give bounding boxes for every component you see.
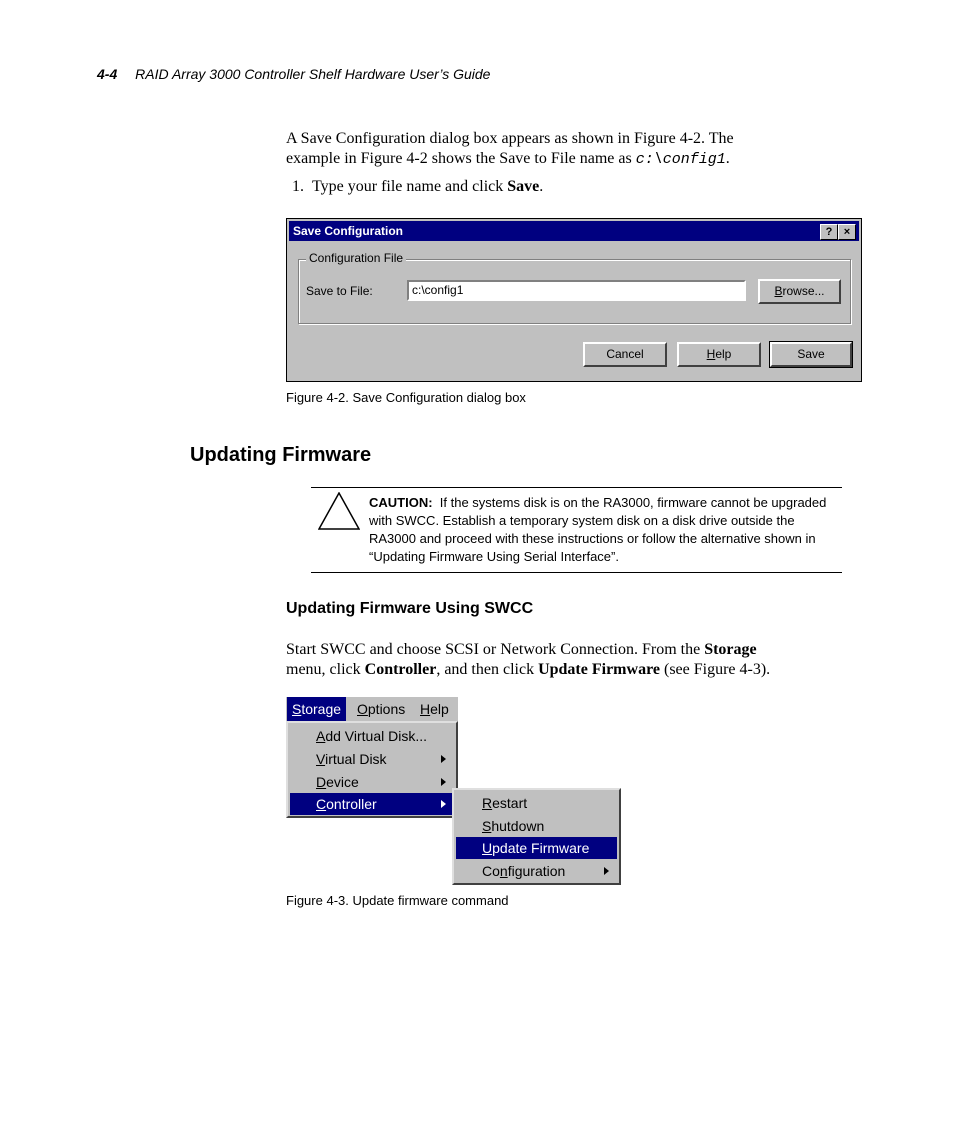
group-label: Configuration File xyxy=(306,251,406,265)
intro-line-1: A Save Configuration dialog box appears as shown in Figure 4-2. The xyxy=(286,130,734,147)
restart-accel: R xyxy=(482,795,493,811)
para-line-1 xyxy=(286,640,770,660)
controller-accel: C xyxy=(316,796,327,812)
help-icon[interactable]: ? xyxy=(820,224,838,240)
configuration-prefix: Co xyxy=(482,863,500,879)
caution-text xyxy=(369,494,839,566)
figure-4-2-caption: Figure 4-2. Save Configuration dialog box xyxy=(286,390,526,405)
save-configuration-dialog xyxy=(286,218,862,382)
dialog-title: Save Configuration xyxy=(293,224,404,238)
step-bold: Save xyxy=(507,178,540,195)
virtual-disk-accel: V xyxy=(316,751,326,767)
menu-storage-label: torage xyxy=(301,701,342,717)
storage-menu xyxy=(286,721,458,818)
step-text: Type your file name and click xyxy=(312,178,508,195)
device-accel: D xyxy=(316,774,327,790)
para-line-2 xyxy=(286,660,770,680)
add-virtual-disk-accel: A xyxy=(316,728,326,744)
configuration-accel: n xyxy=(499,863,508,879)
caution-label: CAUTION: xyxy=(369,495,433,510)
step-end: . xyxy=(539,178,544,195)
submenu-arrow-icon xyxy=(441,778,446,786)
menu-item-virtual-disk[interactable] xyxy=(290,748,454,770)
menu-item-controller[interactable] xyxy=(290,793,454,815)
step-number: 1. xyxy=(292,178,304,195)
para-bold-storage: Storage xyxy=(704,641,757,658)
menu-storage-accel: S xyxy=(292,701,302,717)
intro-line-2 xyxy=(286,149,734,170)
menu-options-label: ptions xyxy=(367,701,406,717)
config-filename: c:\config1 xyxy=(635,151,726,168)
submenu-arrow-icon xyxy=(441,800,446,808)
dialog-title-bar xyxy=(289,221,859,241)
para-text-2e: (see Figure 4-3). xyxy=(659,661,771,678)
menu-help[interactable] xyxy=(415,697,454,721)
figure-4-3-caption: Figure 4-3. Update firmware command xyxy=(286,893,509,908)
intro-line-2-end: . xyxy=(725,150,730,167)
controller-label: ontroller xyxy=(326,796,377,812)
save-to-file-input[interactable]: c:\config1 xyxy=(407,280,746,301)
menu-bar xyxy=(286,697,458,721)
submenu-arrow-icon xyxy=(604,867,609,875)
caution-top-rule xyxy=(311,487,842,488)
restart-label: estart xyxy=(492,795,528,811)
subsection-title: Updating Firmware Using SWCC xyxy=(286,600,534,617)
menu-item-device[interactable] xyxy=(290,771,454,793)
browse-label: rowse... xyxy=(782,284,825,298)
menu-item-add-virtual-disk[interactable] xyxy=(290,725,454,747)
update-firmware-accel: U xyxy=(482,840,493,856)
browse-button[interactable] xyxy=(758,279,841,304)
add-virtual-disk-label: dd Virtual Disk... xyxy=(325,728,428,744)
intro-paragraph xyxy=(286,129,734,170)
step-1 xyxy=(292,177,543,197)
menu-item-restart[interactable] xyxy=(456,792,617,814)
close-icon[interactable]: × xyxy=(838,224,856,240)
shutdown-label: hutdown xyxy=(491,818,545,834)
para-bold-update-firmware: Update Firmware xyxy=(538,661,660,678)
caution-body: If the systems disk is on the RA3000, firmware cannot be upgraded with SWCC. Establish a temporary system disk on a disk drive outside the RA3000 and proceed with these instructions or follow the alternative shown in “Updating Firmware Using Serial Interface”. xyxy=(369,495,827,564)
virtual-disk-label: irtual Disk xyxy=(325,751,387,767)
help-button[interactable] xyxy=(677,342,761,367)
page-number: 4-4 xyxy=(97,66,118,82)
device-label: evice xyxy=(326,774,359,790)
help-accel: H xyxy=(706,347,716,361)
menu-options-accel: O xyxy=(357,701,368,717)
browse-accel: B xyxy=(774,284,783,298)
caution-triangle-icon xyxy=(318,492,360,530)
controller-submenu xyxy=(452,788,621,885)
intro-line-2-text: example in Figure 4-2 shows the Save to File name as xyxy=(286,150,636,167)
shutdown-accel: S xyxy=(482,818,492,834)
help-label: elp xyxy=(715,347,732,361)
menu-item-configuration[interactable] xyxy=(456,860,617,882)
menu-options[interactable] xyxy=(352,697,410,721)
save-button[interactable]: Save xyxy=(770,342,852,367)
menu-item-update-firmware[interactable] xyxy=(456,837,617,859)
menu-item-shutdown[interactable] xyxy=(456,815,617,837)
update-firmware-label: pdate Firmware xyxy=(492,840,590,856)
submenu-arrow-icon xyxy=(441,755,446,763)
menu-storage[interactable] xyxy=(287,697,346,721)
save-to-file-label: Save to File: xyxy=(306,284,373,298)
menu-help-label: elp xyxy=(430,701,449,717)
para-text-1: Start SWCC and choose SCSI or Network Connection. From the xyxy=(286,641,705,658)
running-header xyxy=(97,66,490,82)
para-text-2a: menu, click xyxy=(286,661,365,678)
configuration-label: figuration xyxy=(507,863,566,879)
cancel-button[interactable]: Cancel xyxy=(583,342,667,367)
menu-help-accel: H xyxy=(420,701,431,717)
para-bold-controller: Controller xyxy=(364,661,437,678)
swcc-paragraph xyxy=(286,640,770,680)
caution-bottom-rule xyxy=(311,572,842,573)
section-title: Updating Firmware xyxy=(190,444,372,466)
para-text-2c: , and then click xyxy=(436,661,539,678)
book-title: RAID Array 3000 Controller Shelf Hardware User’s Guide xyxy=(135,66,491,82)
